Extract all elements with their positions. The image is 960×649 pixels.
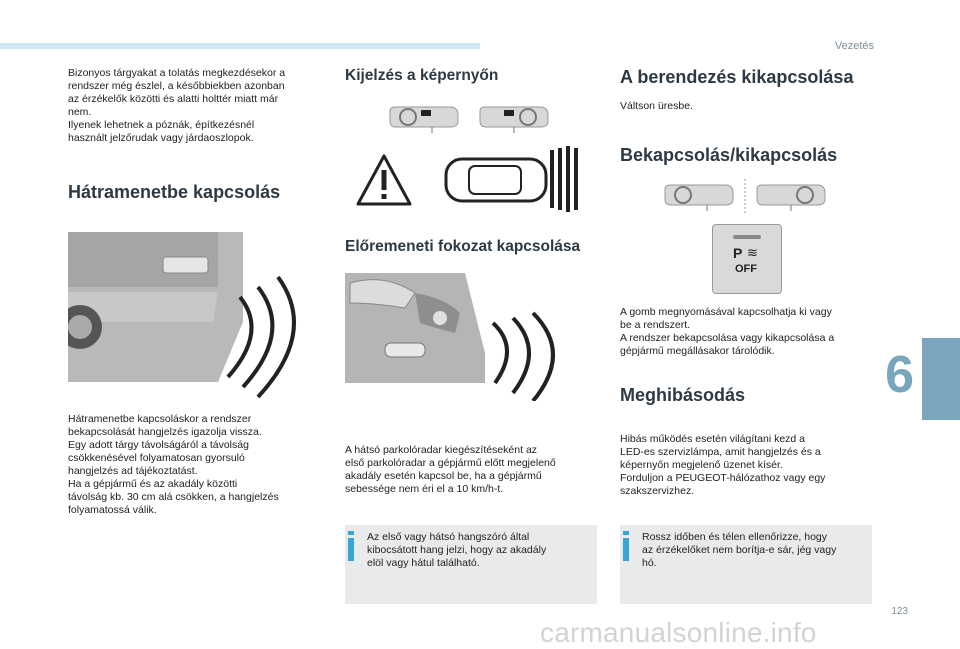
- warning-triangle-icon: [354, 152, 414, 208]
- front-bumper-illustration: [345, 273, 595, 401]
- page-number: 123: [891, 606, 908, 617]
- button-label-off: OFF: [735, 263, 757, 275]
- heading-reverse: Hátramenetbe kapcsolás: [68, 182, 281, 202]
- info-weather-text: Rossz időben és télen ellenőrizze, hogy az érzékelőket nem borítja-e sár, jég vagy hó.: [642, 531, 837, 569]
- sensor-waves-icon: ≋: [747, 245, 758, 260]
- col3-text-neutral: Váltson üresbe.: [620, 100, 693, 112]
- heading-forward: Előremeneti fokozat kapcsolása: [345, 238, 581, 255]
- heading-disable: A berendezés kikapcsolása: [620, 67, 854, 87]
- info-icon: [347, 531, 355, 561]
- section-label: Vezetés: [834, 40, 874, 52]
- col2-body-text: A hátsó parkolóradar kiegészítéseként az első parkolóradar a gépjármű előtt megjelenő akadály esetén kapcsol be, ha a gépjármű sebessége nem éri el a 10 km/h-t.: [345, 444, 556, 495]
- mirror-right-icon: [757, 185, 825, 211]
- front-car-photo: [345, 273, 595, 401]
- heading-malfunction: Meghibásodás: [620, 385, 746, 405]
- info-box-weather: [620, 525, 872, 604]
- mirror-left-icon: [665, 185, 733, 211]
- mirror-left-icon: [390, 107, 458, 133]
- info-icon: [622, 531, 630, 561]
- watermark: carmanualsonline.info: [540, 617, 817, 648]
- rear-car-photo: [68, 232, 322, 400]
- col1-body-text: Hátramenetbe kapcsoláskor a rendszer bekapcsolását hangjelzés igazolja vissza. Egy adott tárgy távolságáról a távolság csökkenésével folyamatosan gyorsuló hangjelzés ad tájékoztatást. Ha a gépjármű és az akadály közötti távolság kb. 30 cm alá csökken, a hangjelzés folyamatossá válik.: [68, 413, 279, 516]
- led-indicator: [733, 235, 761, 239]
- chapter-tab: [922, 338, 960, 420]
- header-bar: [0, 43, 480, 49]
- col3-text-button: A gomb megnyomásával kapcsolhatja ki vagy be a rendszert. A rendszer bekapcsolása vagy kikapcsolása a gépjármű megállásakor tárolódik.: [620, 306, 835, 357]
- rear-bumper-illustration: [68, 232, 322, 400]
- mirror-display-icons: [388, 103, 558, 133]
- col1-intro-text: Bizonyos tárgyakat a tolatás megkezdésekor a rendszer még észlel, a későbbiekben azonban az érzékelők közötti és alatti holttér miatt már nem. Ilyenek lehetnek a póznák, építkezésnél használt jelzőrudak vagy járdaoszlopok.: [68, 67, 286, 144]
- button-label-p: P: [733, 245, 743, 261]
- car-sensor-topview-icon: [444, 146, 584, 212]
- chapter-number: 6: [885, 346, 914, 404]
- mirror-right-icon: [480, 107, 548, 133]
- info-speaker-text: Az első vagy hátsó hangszóró által kibocsátott hang jelzi, hogy az akadály elöl vagy hátul található.: [367, 531, 547, 569]
- park-assist-off-button[interactable]: [712, 224, 782, 294]
- info-box-speaker: [345, 525, 597, 604]
- heading-display: Kijelzés a képernyőn: [345, 67, 499, 84]
- col3-text-malfunction: Hibás működés esetén világítani kezd a LED-es szervizlámpa, amit hangjelzés és a képernyőn megjelenő üzenet kísér. Forduljon a PEUGEOT-hálózathoz vagy egy szakszervizhez.: [620, 433, 826, 497]
- heading-on-off: Bekapcsolás/kikapcsolás: [620, 145, 838, 165]
- mirror-on-off-icons: [663, 179, 833, 215]
